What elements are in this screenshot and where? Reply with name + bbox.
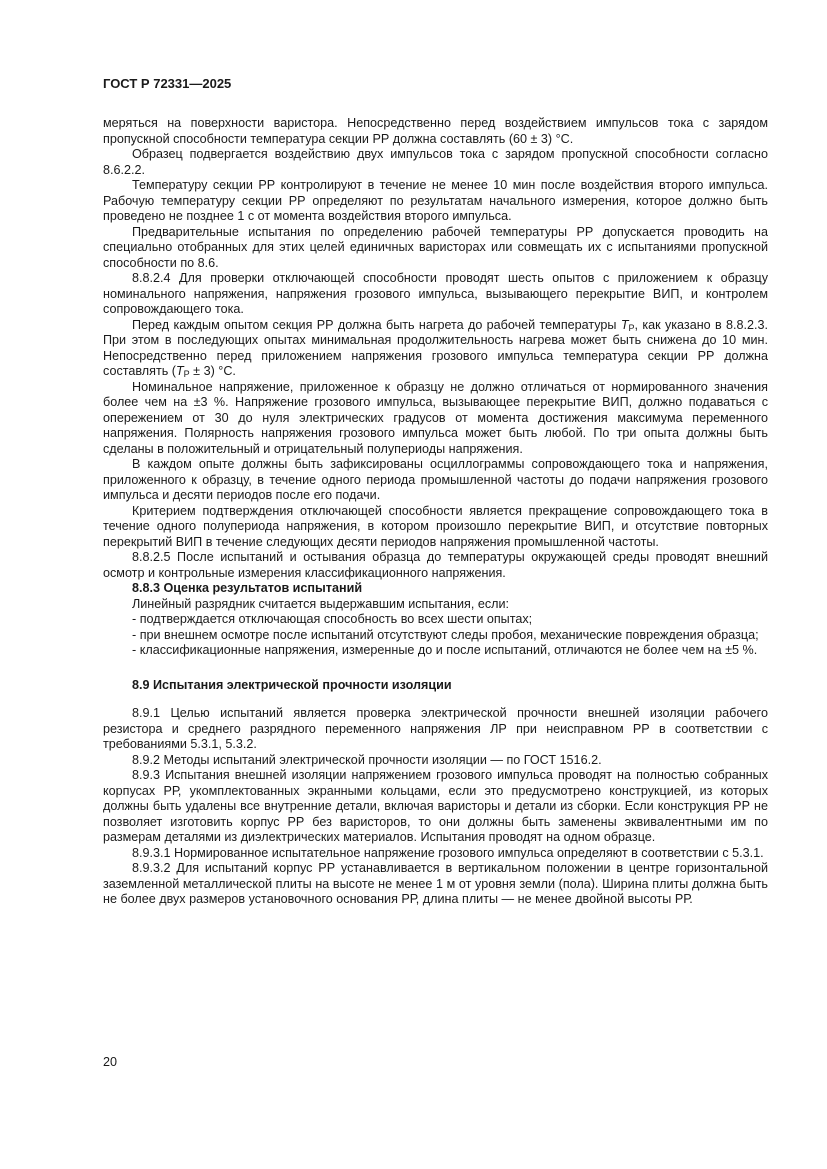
page-number: 20 <box>103 1055 118 1069</box>
document-body <box>103 116 768 908</box>
text-run: Перед каждым опытом секция РР должна быть нагрета до рабочей температуры <box>132 317 621 332</box>
paragraph: Предварительные испытания по определению рабочей температуры РР допускается проводить на специально отобранных для этих целей единичных варисторах или совмещать их с испытаниями пропускной способности по 8.6. <box>103 224 768 270</box>
paragraph: 8.8.2.4 Для проверки отключающей способности проводят шесть опытов с приложением к образцу номинального напряжения, напряжения грозового импульса, вызывающего перекрытие ВИП, и контролем сопровождающего тока. <box>103 271 768 316</box>
paragraph: Линейный разрядник считается выдержавшим испытания, если: <box>132 596 510 611</box>
document-header: ГОСТ Р 72331—2025 <box>103 76 232 91</box>
paragraph: 8.9.3 Испытания внешней изоляции напряжением грозового импульса проводят на полностью собранных корпусах РР, укомплектованных экранными кольцами, если это предусмотрено конструкцией, из которых должны быть удалены все внутренние детали, включая варисторы и детали из сборки. Если конструкция РР не позволяет изготовить корпус РР без варисторов, то они должны быть заменены эквивалентными им по размерам деталями из диэлектрических материалов. Испытания проводят на одном образце. <box>103 768 768 844</box>
temperature-subscript: Р <box>183 369 190 379</box>
paragraph: Номинальное напряжение, приложенное к образцу не должно отличаться от нормированного значения более чем на ±3 %. Напряжение грозового импульса, вызывающее перекрытие ВИП, должно подаваться с опережением от 30 до нуля электрических градусов от момента достижения максимума переменного напряжения. Полярность напряжения грозового импульса может быть любой. По три опыта должны быть сделаны в положительный и отрицательный полупериоды напряжения. <box>103 379 768 456</box>
paragraph: 8.9.3.1 Нормированное испытательное напряжение грозового импульса определяют в соответствии с 5.3.1. <box>132 845 764 860</box>
list-item: - подтверждается отключающая способность во всех шести опытах; <box>132 612 533 626</box>
paragraph: Температуру секции РР контролируют в течение не менее 10 мин после воздействия второго импульса. Рабочую температуру секции РР определяют по результатам начального измерения, которое должно быть проведено не позднее 1 с от момента воздействия второго импульса. <box>103 178 768 223</box>
paragraph: В каждом опыте должны быть зафиксированы осциллограммы сопровождающего тока и напряжения, приложенного к образцу, в течение одного периода промышленной частоты до подачи напряжения грозового импульса и десяти периодов после его подачи. <box>103 457 768 502</box>
list-item: - классификационные напряжения, измеренные до и после испытаний, отличаются не более чем на ±5 %. <box>132 643 758 657</box>
temperature-symbol: T <box>175 364 184 378</box>
text-run: , как указано в 8.8.2.3. При этом в последующих опытах минимальная продолжительность нагрева может быть снижена до 10 мин. Непосредственно перед приложением напряжения грозового импульса температура секции РР должна составлять ( <box>103 317 768 378</box>
temperature-subscript: Р <box>628 322 635 333</box>
paragraph: 8.9.1 Целью испытаний является проверка электрической прочности внешней изоляции рабочего резистора и среднего разрядного переменного напряжения ЛР при неисправном РР в соответствии с требованиями 5.3.1, 5.3.2. <box>103 706 768 751</box>
temperature-symbol: T <box>620 317 629 332</box>
paragraph: меряться на поверхности варистора. Непосредственно перед воздействием импульсов тока с зарядом пропускной способности температура секции РР должна составлять (60 ± 3) °С. <box>103 116 768 146</box>
paragraph: 8.8.2.5 После испытаний и остывания образца до температуры окружающей среды проводят внешний осмотр и контрольные измерения классификационного напряжения. <box>103 550 768 580</box>
paragraph: 8.9.3.2 Для испытаний корпус РР устанавливается в вертикальном положении в центре горизонтальной заземленной металлической плиты на высоте не менее 1 м от уровня земли (пола). Ширина плиты должна быть не более двух размеров установочного основания РР, длина плиты — не менее двойной высоты РР. <box>103 861 768 906</box>
list-item: - при внешнем осмотре после испытаний отсутствуют следы пробоя, механические повреждения образца; <box>132 627 759 642</box>
paragraph: 8.9.2 Методы испытаний электрической прочности изоляции — по ГОСТ 1516.2. <box>132 752 602 767</box>
paragraph: Образец подвергается воздействию двух импульсов тока с зарядом пропускной способности согласно 8.6.2.2. <box>103 147 768 177</box>
paragraph: Критерием подтверждения отключающей способности является прекращение сопровождающего тока в течение одного полупериода напряжения, в котором произошло перекрытие ВИП, и отсутствие повторных перекрытий ВИП в течение следующих десяти периодов напряжения промышленной частоты. <box>103 503 768 549</box>
text-run: ± 3) °С. <box>189 364 236 378</box>
section-heading: 8.9 Испытания электрической прочности изоляции <box>132 677 452 692</box>
paragraph <box>103 318 768 380</box>
subsection-heading: 8.8.3 Оценка результатов испытаний <box>132 581 363 595</box>
document-page <box>103 76 768 908</box>
